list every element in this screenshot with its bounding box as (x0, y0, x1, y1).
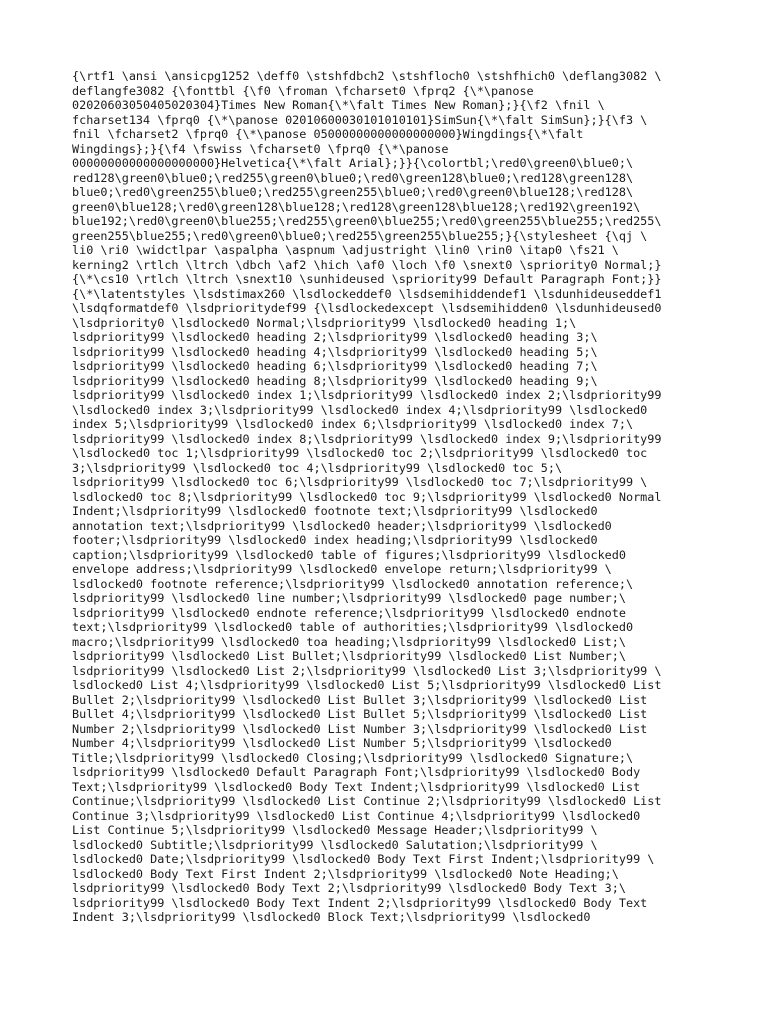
text-line: lsdpriority99 \lsdlocked0 index 8;\lsdpriority99 \lsdlocked0 index 9;\lsdpriority99 (72, 431, 662, 446)
text-line: lsdpriority99 \lsdlocked0 endnote reference;\lsdpriority99 \lsdlocked0 endnote (72, 605, 626, 620)
text-line: Bullet 2;\lsdpriority99 \lsdlocked0 List Bullet 3;\lsdpriority99 \lsdlocked0 List (72, 692, 648, 707)
text-line: lsdlocked0 Subtitle;\lsdpriority99 \lsdlocked0 Salutation;\lsdpriority99 \ (72, 837, 598, 852)
text-line: {\*\cs10 \rtlch \ltrch \snext10 \sunhideused \spriority99 Default Paragraph Font;}} (72, 272, 662, 286)
text-line: deflangfe3082 {\fonttbl {\f0 \froman \fcharset0 \fprq2 {\*\panose (72, 83, 534, 98)
text-line: lsdpriority99 \lsdlocked0 toc 6;\lsdpriority99 \lsdlocked0 toc 7;\lsdpriority99 \ (72, 475, 648, 489)
text-line: Wingdings};}{\f4 \fswiss \fcharset0 \fprq0 {\*\panose (72, 141, 449, 156)
text-line: index 5;\lsdpriority99 \lsdlocked0 index 6;\lsdpriority99 \lsdlocked0 index 7;\ (72, 417, 634, 431)
text-line: Number 2;\lsdpriority99 \lsdlocked0 List Number 3;\lsdpriority99 \lsdlocked0 List (72, 721, 648, 736)
text-line: macro;\lsdpriority99 \lsdlocked0 toa heading;\lsdpriority99 \lsdlocked0 List;\ (72, 634, 626, 649)
text-line: Text;\lsdpriority99 \lsdlocked0 Body Text Indent;\lsdpriority99 \lsdlocked0 List (72, 779, 641, 794)
text-line: {\rtf1 \ansi \ansicpg1252 \deff0 \stshfdbch2 \stshfloch0 \stshfhich0 \deflang3082 \ (72, 69, 662, 83)
text-line: lsdpriority99 \lsdlocked0 Body Text 2;\lsdpriority99 \lsdlocked0 Body Text 3;\ (72, 881, 626, 895)
text-line: lsdlocked0 Date;\lsdpriority99 \lsdlocked0 Body Text First Indent;\lsdpriority99 \ (72, 852, 655, 866)
text-line: Continue;\lsdpriority99 \lsdlocked0 List Continue 2;\lsdpriority99 \lsdlocked0 List (72, 794, 662, 808)
text-line: lsdlocked0 footnote reference;\lsdpriority99 \lsdlocked0 annotation reference;\ (72, 576, 634, 591)
text-line: kerning2 \rtlch \ltrch \dbch \af2 \hich \af0 \loch \f0 \snext0 \spriority0 Normal;} (72, 257, 662, 272)
text-line: lsdlocked0 List 4;\lsdpriority99 \lsdlocked0 List 5;\lsdpriority99 \lsdlocked0 List (72, 678, 662, 692)
text-line: lsdlocked0 toc 8;\lsdpriority99 \lsdlocked0 toc 9;\lsdpriority99 \lsdlocked0 Normal (72, 489, 662, 504)
text-line: Number 4;\lsdpriority99 \lsdlocked0 List Number 5;\lsdpriority99 \lsdlocked0 (72, 736, 612, 750)
text-line: {\*\latentstyles \lsdstimax260 \lsdlockeddef0 \lsdsemihiddendef1 \lsdunhideuseddef1 (72, 286, 662, 301)
text-line: 3;\lsdpriority99 \lsdlocked0 toc 4;\lsdpriority99 \lsdlocked0 toc 5;\ (72, 460, 563, 475)
text-line: footer;\lsdpriority99 \lsdlocked0 index heading;\lsdpriority99 \lsdlocked0 (72, 533, 598, 547)
text-line: blue192;\red0\green0\blue255;\red255\green0\blue255;\red0\green255\blue255;\red255\ (72, 214, 662, 228)
text-line: Indent 3;\lsdpriority99 \lsdlocked0 Block Text;\lsdpriority99 \lsdlocked0 (72, 910, 591, 924)
text-line: 02020603050405020304}Times New Roman{\*\falt Times New Roman};}{\f2 \fnil \ (72, 98, 605, 112)
text-line: text;\lsdpriority99 \lsdlocked0 table of authorities;\lsdpriority99 \lsdlocked0 (72, 620, 634, 634)
text-line: lsdpriority99 \lsdlocked0 Body Text Indent 2;\lsdpriority99 \lsdlocked0 Body Text (72, 895, 648, 910)
text-line: annotation text;\lsdpriority99 \lsdlocked0 header;\lsdpriority99 \lsdlocked0 (72, 518, 612, 533)
text-line: lsdpriority99 \lsdlocked0 index 1;\lsdpriority99 \lsdlocked0 index 2;\lsdpriority99 (72, 388, 662, 402)
text-line: caption;\lsdpriority99 \lsdlocked0 table of figures;\lsdpriority99 \lsdlocked0 (72, 547, 626, 562)
text-line: Indent;\lsdpriority99 \lsdlocked0 footnote text;\lsdpriority99 \lsdlocked0 (72, 504, 598, 518)
text-line: fnil \fcharset2 \fprq0 {\*\panose 05000000000000000000}Wingdings{\*\falt (72, 127, 584, 141)
text-line: lsdpriority99 \lsdlocked0 List Bullet;\lsdpriority99 \lsdlocked0 List Number;\ (72, 649, 626, 663)
text-line: envelope address;\lsdpriority99 \lsdlocked0 envelope return;\lsdpriority99 \ (72, 562, 612, 576)
text-line: lsdpriority99 \lsdlocked0 heading 4;\lsdpriority99 \lsdlocked0 heading 5;\ (72, 344, 598, 359)
text-line: lsdpriority99 \lsdlocked0 List 2;\lsdpriority99 \lsdlocked0 List 3;\lsdpriority99 \ (72, 663, 662, 678)
text-line: \lsdqformatdef0 \lsdprioritydef99 {\lsdlockedexcept \lsdsemihidden0 \lsdunhideused0 (72, 301, 662, 315)
text-line: lsdpriority99 \lsdlocked0 line number;\lsdpriority99 \lsdlocked0 page number;\ (72, 591, 626, 605)
text-line: lsdpriority99 \lsdlocked0 heading 6;\lsdpriority99 \lsdlocked0 heading 7;\ (72, 359, 598, 373)
text-line: green255\blue255;\red0\green0\blue0;\red255\green255\blue255;}{\stylesheet {\qj \ (72, 228, 648, 243)
text-line: Bullet 4;\lsdpriority99 \lsdlocked0 List Bullet 5;\lsdpriority99 \lsdlocked0 List (72, 707, 648, 721)
text-line: green0\blue128;\red0\green128\blue128;\red128\green128\blue128;\red192\green192\ (72, 199, 641, 214)
text-line: red128\green0\blue0;\red255\green0\blue0;\red0\green128\blue0;\red128\green128\ (72, 170, 634, 185)
text-line: \lsdlocked0 index 3;\lsdpriority99 \lsdlocked0 index 4;\lsdpriority99 \lsdlocked0 (72, 402, 648, 417)
text-line: li0 \ri0 \widctlpar \aspalpha \aspnum \adjustright \lin0 \rin0 \itap0 \fs21 \ (72, 243, 619, 257)
text-line: lsdpriority99 \lsdlocked0 heading 2;\lsdpriority99 \lsdlocked0 heading 3;\ (72, 330, 598, 344)
text-line: Title;\lsdpriority99 \lsdlocked0 Closing;\lsdpriority99 \lsdlocked0 Signature;\ (72, 750, 634, 765)
text-line: \lsdpriority0 \lsdlocked0 Normal;\lsdpriority99 \lsdlocked0 heading 1;\ (72, 315, 577, 330)
text-line: lsdpriority99 \lsdlocked0 Default Paragraph Font;\lsdpriority99 \lsdlocked0 Body (72, 765, 641, 779)
text-line: Continue 3;\lsdpriority99 \lsdlocked0 List Continue 4;\lsdpriority99 \lsdlocked0 (72, 808, 641, 823)
text-line: fcharset134 \fprq0 {\*\panose 02010600030101010101}SimSun{\*\falt SimSun};}{\f3 \ (72, 112, 648, 127)
text-line: 00000000000000000000}Helvetica{\*\falt Arial};}}{\colortbl;\red0\green0\blue0;\ (72, 156, 634, 170)
text-line: lsdpriority99 \lsdlocked0 heading 8;\lsdpriority99 \lsdlocked0 heading 9;\ (72, 373, 598, 388)
text-line: \lsdlocked0 toc 1;\lsdpriority99 \lsdlocked0 toc 2;\lsdpriority99 \lsdlocked0 toc (72, 446, 648, 460)
text-line: blue0;\red0\green255\blue0;\red255\green255\blue0;\red0\green0\blue128;\red128\ (72, 185, 634, 199)
text-line: List Continue 5;\lsdpriority99 \lsdlocked0 Message Header;\lsdpriority99 \ (72, 823, 598, 837)
document-body (72, 69, 712, 925)
text-line: lsdlocked0 Body Text First Indent 2;\lsdpriority99 \lsdlocked0 Note Heading;\ (72, 866, 619, 881)
